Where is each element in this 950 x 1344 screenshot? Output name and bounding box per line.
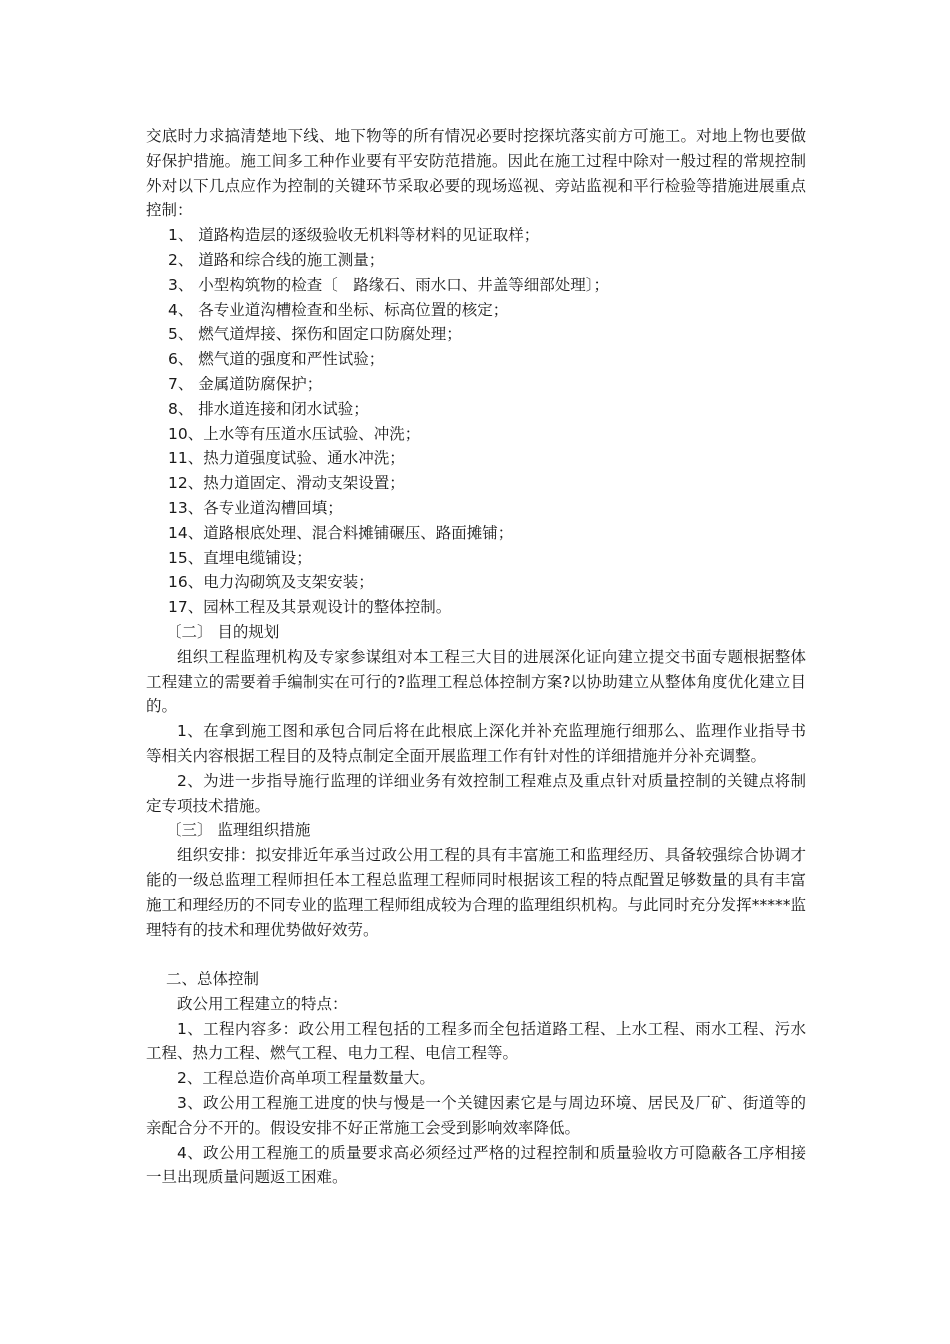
list-item: 16、电力沟砌筑及支架安装；: [168, 573, 374, 592]
list-item: 12、热力道固定、滑动支架设置；: [168, 474, 405, 493]
list-item: 6、 燃气道的强度和严性试验；: [168, 350, 385, 369]
list-item: 15、直埋电缆铺设；: [168, 548, 312, 567]
list-item: 14、道路根底处理、混合料摊铺碾压、路面摊铺；: [168, 523, 514, 542]
section-heading-goal: 〔二〕 目的规划: [166, 622, 280, 641]
list-item: 7、 金属道防腐保护；: [168, 374, 323, 393]
list-item: 8、 排水道连接和闭水试验；: [168, 399, 369, 418]
document-page: [146, 124, 806, 1190]
list-item: 5、 燃气道焊接、探伤和固定口防腐处理；: [168, 325, 462, 344]
organization-paragraph: 组织安排：拟安排近年承当过政公用工程的具有丰富施工和监理经历、具备较强综合协调才能的一级总监理工程师担任本工程总监理工程师同时根据该工程的特点配置足够数量的具有丰富施工和理经历的不同专业的监理工程师组成较为合理的监理组织机构。与此同时充分发挥*****监理特有的技术和理优势做好效劳。: [146, 846, 806, 939]
list-item: 3、 小型构筑物的检查〔 路缘石、雨水口、井盖等细部处理〕；: [168, 275, 610, 294]
list-item: 17、园林工程及其景观设计的整体控制。: [168, 598, 452, 617]
overall-paragraph: 2、工程总造价高单项工程量数量大。: [177, 1069, 435, 1088]
section-heading-overall: 二、总体控制: [166, 970, 260, 989]
list-item: 1、 道路构造层的逐级验收无机料等材料的见证取样；: [168, 226, 540, 245]
overall-paragraph: 4、政公用工程施工的质量要求高必须经过严格的过程控制和质量验收方可隐蔽各工序相接一旦出现质量问题返工困难。: [146, 1143, 806, 1187]
list-item: 13、各专业道沟槽回填；: [168, 498, 343, 517]
goal-paragraph: 1、在拿到施工图和承包合同后将在此根底上深化并补充监理施行细那么、监理作业指导书等相关内容根据工程目的及特点制定全面开展监理工作有针对性的详细措施并分补充调整。: [146, 722, 806, 765]
goal-paragraph: 2、为进一步指导施行监理的详细业务有效控制工程难点及重点针对质量控制的关键点将制定专项技术措施。: [146, 771, 806, 815]
list-item: 4、 各专业道沟槽检查和坐标、标高位置的核定；: [168, 300, 509, 319]
key-control-list: [146, 223, 806, 620]
intro-paragraph: 交底时力求搞清楚地下线、地下物等的所有情况必要时挖探坑落实前方可施工。对地上物也要做好保护措施。施工间多工种作业要有平安防范措施。因此在施工过程中除对一般过程的常规控制外对以下几点应作为控制的关键环节采取必要的现场巡视、旁站监视和平行检验等措施进展重点控制：: [146, 127, 806, 220]
list-item: 10、上水等有压道水压试验、冲洗；: [168, 424, 421, 443]
overall-paragraph: 1、工程内容多：政公用工程包括的工程多而全包括道路工程、上水工程、雨水工程、污水工程、热力工程、燃气工程、电力工程、电信工程等。: [146, 1019, 806, 1063]
section-heading-organization: 〔三〕 监理组织措施: [166, 821, 311, 840]
list-item: 2、 道路和综合线的施工测量；: [168, 250, 385, 269]
overall-paragraph: 政公用工程建立的特点：: [177, 994, 348, 1013]
list-item: 11、热力道强度试验、通水冲洗；: [168, 449, 405, 468]
overall-paragraph: 3、政公用工程施工进度的快与慢是一个关键因素它是与周边环境、居民及厂矿、街道等的亲配合分不开的。假设安排不好正常施工会受到影响效率降低。: [146, 1094, 806, 1137]
goal-paragraph: 组织工程监理机构及专家参谋组对本工程三大目的进展深化证向建立提交书面专题根据整体工程建立的需要着手编制实在可行的?监理工程总体控制方案?以协助建立从整体角度优化建立目的。: [146, 647, 806, 716]
blank-line: [146, 942, 806, 967]
